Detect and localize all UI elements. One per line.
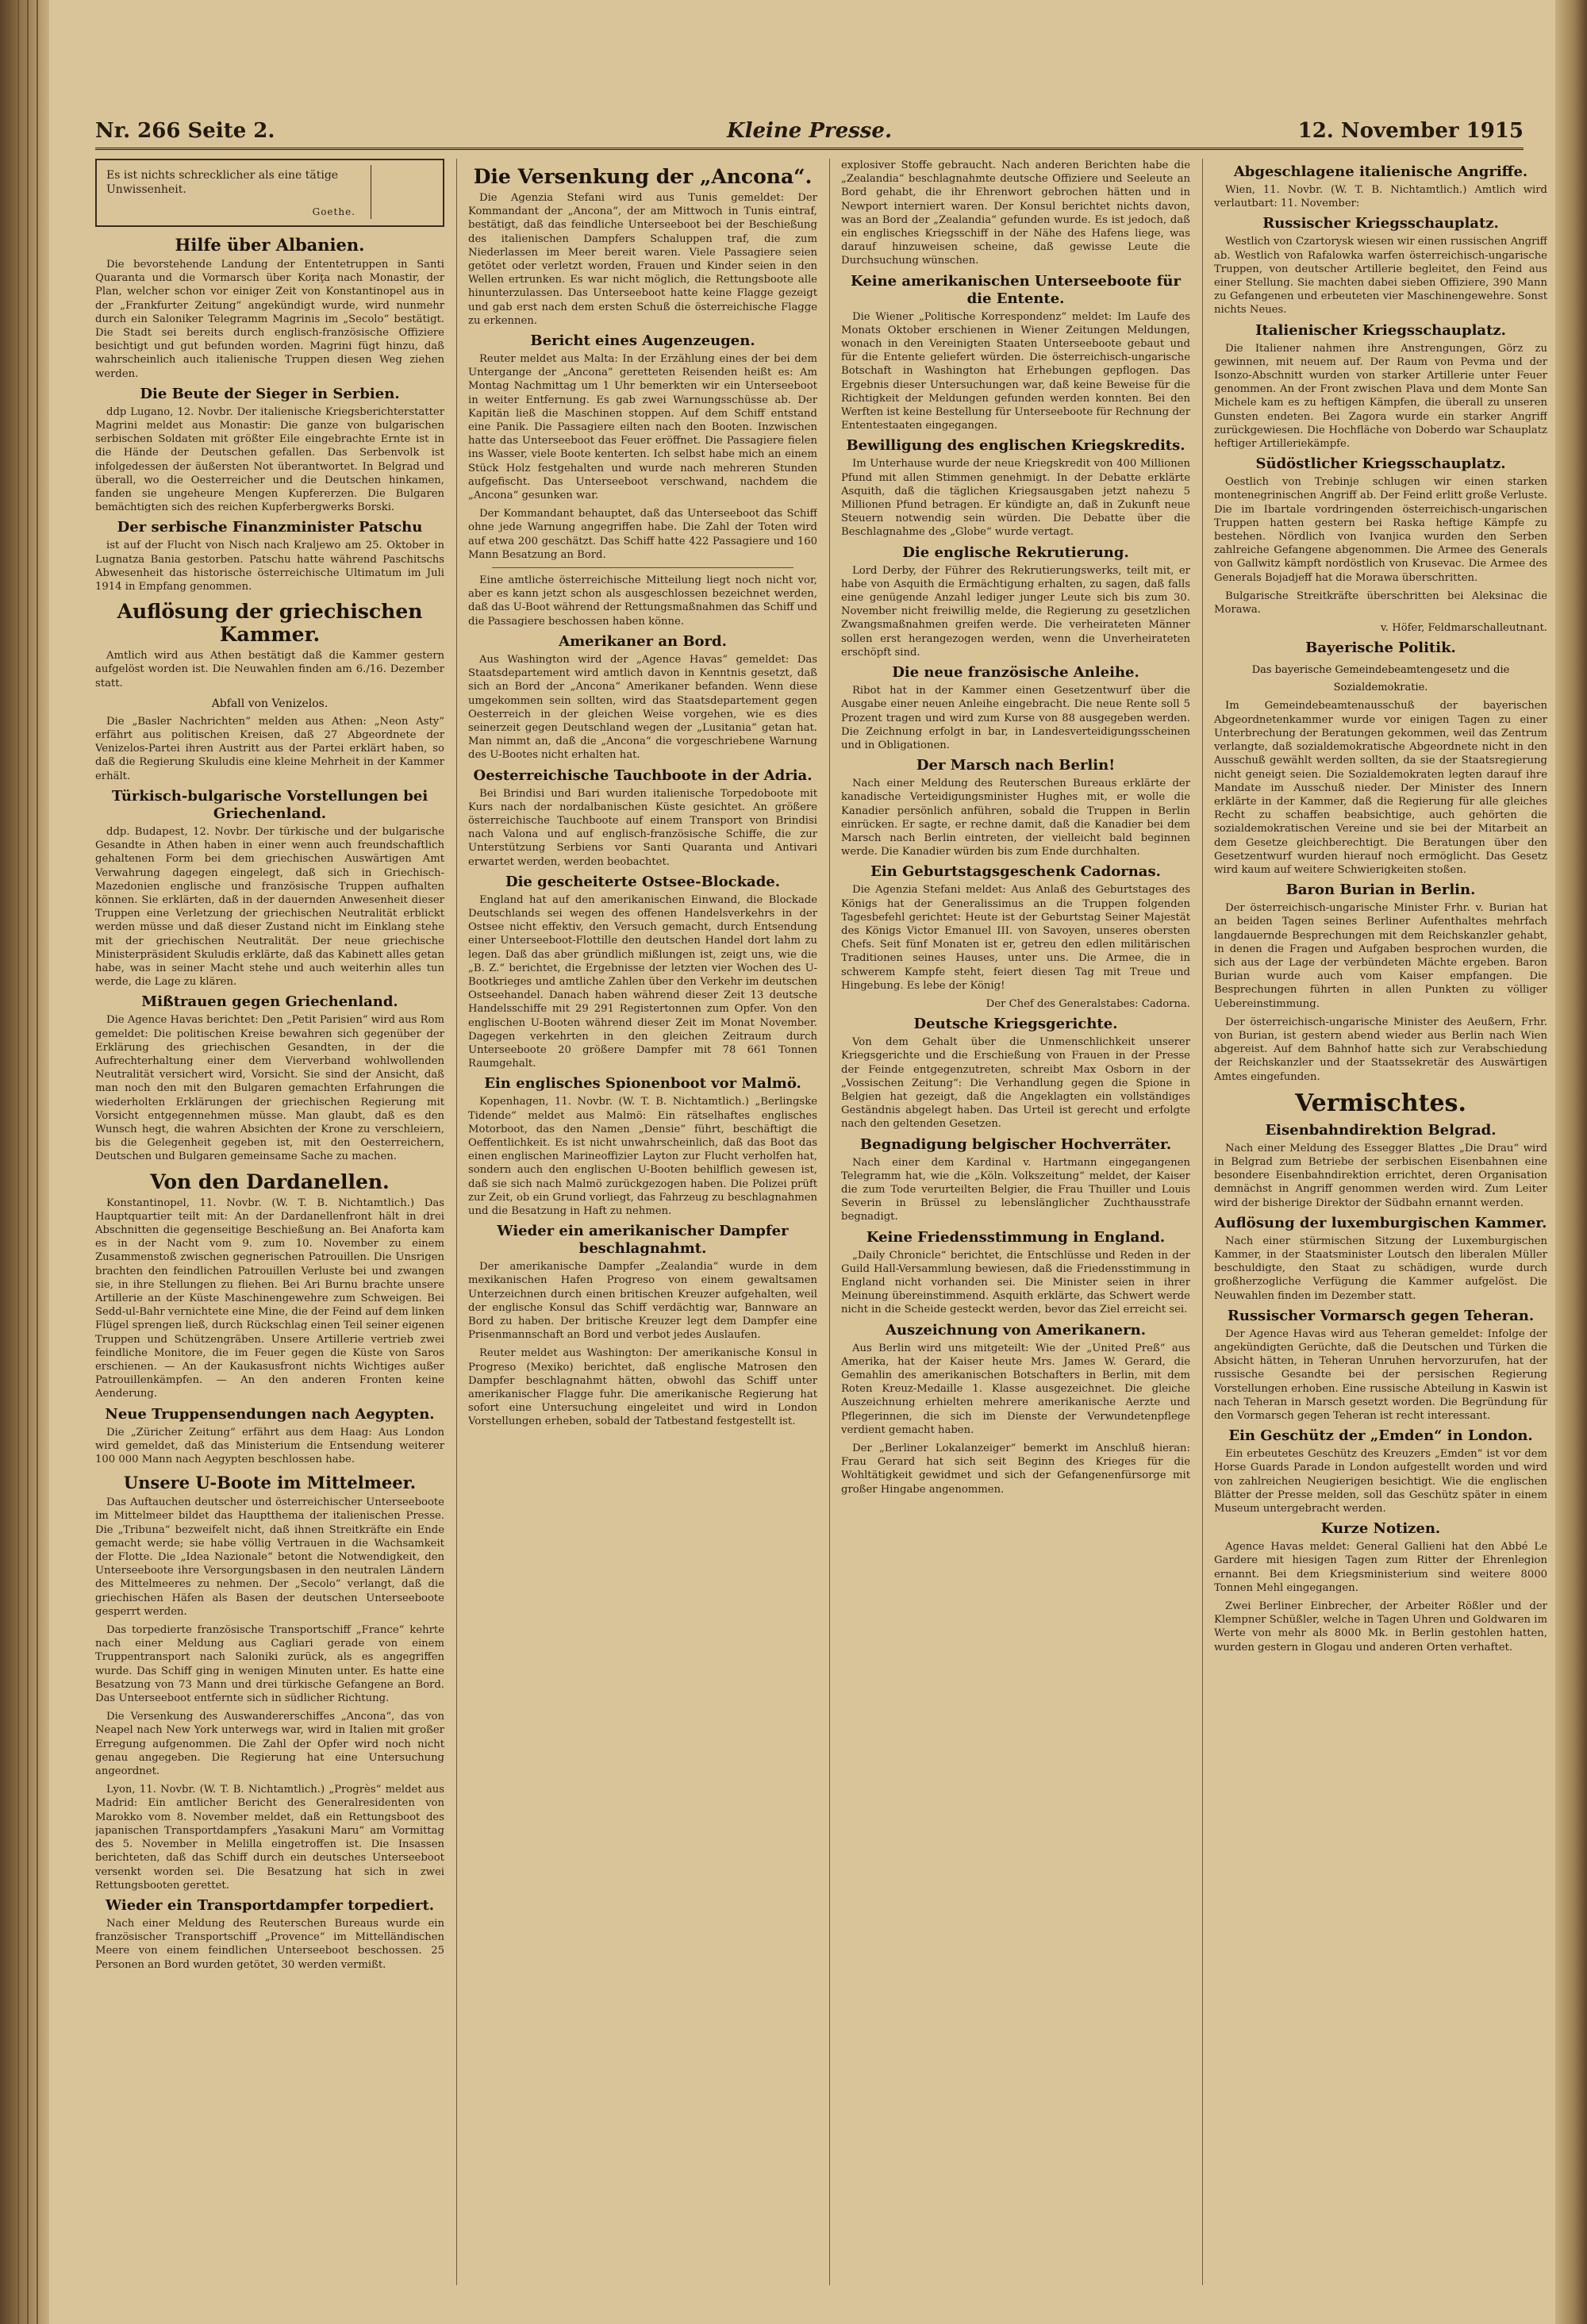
page-header <box>95 119 1524 150</box>
article-text: Die bevorstehende Landung der Ententetruppen in Santi Quaranta und die Vormarsch über Koriţa nach Monastir, der Plan, welcher schon vor einiger Zeit von Konstantinopel aus in der „Frankfurter Zeitung“ angekündigt wurde, wird nunmehr durch ein Saloniker Telegramm Magrinis im „Secolo“ bestätigt. Die Stadt sei bereits durch englisch-französische Offiziere besichtigt und gut befunden worden. Magrini fügt hinzu, daß wahrscheinlich auch italienische Truppen diesen Weg ziehen werden. <box>95 259 444 380</box>
headline: Oesterreichische Tauchboote in der Adria. <box>473 766 813 784</box>
article-text: Der Kommandant behauptet, daß das Unterseeboot das Schiff ohne jede Warnung angegriffen habe. Die Zahl der Toten wird auf etwa 200 geschätzt. Das Schiff hatte 422 Passagiere und 160 Mann Besatzung an Bord. <box>468 508 817 561</box>
article-text: ddp. Budapest, 12. Novbr. Der türkische und der bulgarische Gesandte in Athen haben in einer wenn auch freundschaftlich gehaltenen Form bei dem griechischen Auswärtigen Amt Verwahrung dagegen eingelegt, daß sich in Griechisch-Mazedonien englische und französische Truppen aufhalten können. Sie erklärten, daß in der dauernden Anwesenheit dieser Truppen eine Verletzung der griechischen Neutralität erblickt werden müsse und daß dieser Zustand nicht im Einklang stehe mit der griechischen Neutralität. Der neue griechische Ministerpräsident Skuludis erklärte, daß das Kabinett alles getan habe, was in seiner Macht stehe und auch weiterhin alles tun werde, die Lage zu klären. <box>95 825 444 989</box>
article-text: Eine amtliche österreichische Mitteilung liegt noch nicht vor, aber es kann jetzt schon als ausgeschlossen bezeichnet werden, daß das U-Boot während der Rettungsmaßnahmen das Schiff und die Passagiere beschossen haben könne. <box>468 574 817 628</box>
headline: Amerikaner an Bord. <box>559 632 727 650</box>
headline: Eisenbahndirektion Belgrad. <box>1265 1121 1497 1139</box>
article-text: „Daily Chronicle“ berichtet, die Entschlüsse und Reden in der Guild Hall-Versammlung bewiesen, daß die Friedensstimmung in England nicht vorhanden sei. Die Minister seien in ihrer Meinung übereinstimmend. Asquith erklärte, das Schwert werde nicht in die Scheide gesteckt werden, bevor das Ziel erreicht sei. <box>841 1249 1190 1316</box>
headline: Ein englisches Spionenboot vor Malmö. <box>484 1075 801 1093</box>
article-text: Agence Havas meldet: General Gallieni hat den Abbé Le Gardere mit hiesigen Tagen zum Ritter der Ehrenlegion ernannt. Bei dem Kriegsministerium sind weitere 8000 Tonnen Mehl eingegangen. <box>1214 1541 1547 1594</box>
binding-line <box>17 0 19 2324</box>
article-text: Nach einer dem Kardinal v. Hartmann eingegangenen Telegramm hat, wie die „Köln. Volkszeitung“ meldet, der Kaiser die zum Tode verurteilten Belgier, die Frau Thuiller und Louis Severin in Brüssel zu lebenslänglicher Zuchthausstrafe begnadigt. <box>841 1156 1190 1223</box>
binding-line <box>27 0 29 2324</box>
headline: Abgeschlagene italienische Angriffe. <box>1233 163 1528 180</box>
article-text: Die Italiener nahmen ihre Anstrengungen, Görz zu gewinnen, mit neuem auf. Der Raum von Pevma und der Isonzo-Abschnitt wurden von starker Artillerie unter Feuer genommen. An der Front zwischen Plava und dem Monte San Michele kam es zu heftigen Kämpfen, die überall zu unseren Gunsten endeten. Bei Zagora wurde ein starker Angriff zurückgewiesen. Die Hochfläche von Doberdo war Schauplatz heftiger Artilleriekämpfe. <box>1214 342 1547 451</box>
article-text: Reuter meldet aus Washington: Der amerikanische Konsul in Progreso (Mexiko) berichtet, daß englische Matrosen den Dampfer beschlagnahmt hätten, obwohl das Schiff unter amerikanischer Flagge fuhr. Die amerikanische Regierung hat sofort eine Untersuchung eingeleitet und wird in London Vorstellungen erheben, sobald der Tatbestand festgestellt ist. <box>468 1347 817 1428</box>
column-1 <box>95 159 444 2285</box>
column-rule <box>456 159 457 2285</box>
headline: Wieder ein amerikanischer Dampfer beschlagnahmt. <box>497 1223 789 1258</box>
article-text: Die Agenzia Stefani wird aus Tunis gemeldet: Der Kommandant der „Ancona“, der am Mittwoch in Tunis eintraf, bestätigt, daß das feindliche Unterseeboot bei der Beschießung des italienischen Dampfers Schaluppen traf, die zum Niederlassen im Meer bereit waren. Viele Passagiere seien getötet oder verletzt worden, Frauen und Kinder seien in den Wellen ertrunken. Es war nicht möglich, die Rettungsboote alle hinunterzulassen. Das Unterseeboot hatte keine Flagge gezeigt und gab erst nach dem ersten Schuß die österreichische Flagge zu erkennen. <box>468 192 817 327</box>
headline: Baron Burian in Berlin. <box>1285 882 1476 899</box>
headline: Der Marsch nach Berlin! <box>916 757 1116 774</box>
subheadline: Abfall von Venizelos. <box>211 697 329 710</box>
article-text: explosiver Stoffe gebraucht. Nach anderen Berichten habe die „Zealandia“ beschlagnahmte deutsche Offiziere und Seeleute an Bord gehabt, die ihr Ehrenwort gebrochen hätten und in Newport interniert waren. Der Konsul berichtet nichts davon, was an Bord der „Zealandia“ gefunden wurde. Es ist jedoch, daß ein englisches Kriegsschiff in der Nähe des Hafens liege, was darauf hinzuweisen scheine, daß gewisse Leute die Durchsuchung wünschen. <box>841 159 1190 267</box>
article-text: Das Auftauchen deutscher und österreichischer Unterseeboote im Mittelmeer bildet das Hauptthema der italienischen Presse. Die „Tribuna“ bezweifelt nicht, daß ihnen Streitkräfte ein Ende gemacht werde; sie habe völlig Vertrauen in die Wachsamkeit der Flotte. Die „Idea Nazionale“ betont die Notwendigkeit, den Unterseeboote ihre Versorgungsbasen in den neutralen Ländern des Mittelmeeres zu nehmen. Der „Secolo“ verlangt, daß die griechischen Häfen als Basen der deutschen Unterseeboote gesperrt werden. <box>95 1496 444 1618</box>
headline: Auflösung der luxemburgischen Kammer. <box>1214 1214 1547 1231</box>
headline: Wieder ein Transportdampfer torpediert. <box>105 1896 435 1914</box>
headline: Italienischer Kriegsschauplatz. <box>1255 321 1506 339</box>
article-text: ddp Lugano, 12. Novbr. Der italienische Kriegsberichterstatter Magrini meldet aus Monastir: Die ganze von bulgarischen serbischen Soldaten mit größter Eile eingebrachte Ernte ist in die Hände der Deutschen gefallen. Das Serbenvolk ist infolgedessen der äußersten Not überantwortet. In Belgrad und überall, wo die Oesterreicher und die Deutschen hinkamen, fanden sie ungeheure Mengen Kupfererzen. Die Bulgaren bemächtigten sich des reichen Kupferbergwerks Borski. <box>95 405 444 514</box>
article-text: Die Wiener „Politische Korrespondenz“ meldet: Im Laufe des Monats Oktober erschienen in Wiener Zeitungen Meldungen, wonach in den Vereinigten Staaten Unterseeboote gebaut und für die Entente geliefert würden. Die österreichisch-ungarische Botschaft in Washington hat Erhebungen gepflogen. Das Ergebnis dieser Untersuchungen war, daß keine Beweise für die Richtigkeit der Meldungen gefunden werden konnten. Bei den Werften ist keine Bestellung für Unterseeboote für Rechnung der Ententestaaten eingegangen. <box>841 310 1190 432</box>
article-text: Westlich von Czartorysk wiesen wir einen russischen Angriff ab. Westlich von Rafalowka warfen österreichisch-ungarische Truppen, von deutscher Artillerie begleitet, den Feind aus einer Stellung. Sie machten dabei sieben Offiziere, 390 Mann zu Gefangenen und erbeuteten vier Maschinengewehre. Sonst nichts Neues. <box>1214 236 1547 317</box>
headline: Mißtrauen gegen Griechenland. <box>141 993 398 1011</box>
headline: Bayerische Politik. <box>1305 640 1456 657</box>
article-text: Der „Berliner Lokalanzeiger“ bemerkt im Anschluß hieran: Frau Gerard hat sich seit Beginn des Krieges für die Wohltätigkeit gewidmet und sich der Gefangenenfürsorge mit großer Hingabe angenommen. <box>841 1442 1190 1496</box>
article-text: Oestlich von Trebinje schlugen wir einen starken montenegrinischen Angriff ab. Der Feind erlitt große Verluste. Die im Ibartale vordringenden österreichisch-ungarischen Truppen hatten gestern bei Raska heftige Kämpfe zu bestehen. Nördlich von Ivanjica wurden den Serben zahlreiche Gefangene abgenommen. Die Armee des Generals von Gallwitz kämpft nordöstlich von Krusevac. Die Armee des Generals Bojadjeff hat die Morawa überschritten. <box>1214 476 1547 584</box>
article-text: Ribot hat in der Kammer einen Gesetzentwurf über die Ausgabe einer neuen Anleihe eingebracht. Die neue Rente soll 5 Prozent tragen und wird zum Kurse von 88 ausgegeben werden. Die Zeichnung erfolgt in bar, in Landesverteidigungsscheinen und in Obligationen. <box>841 685 1190 751</box>
article-text: Bulgarische Streitkräfte überschritten bei Aleksinac die Morawa. <box>1214 590 1547 617</box>
article-text: Ein erbeutetes Geschütz des Kreuzers „Emden“ ist vor dem Horse Guards Parade in London aufgestellt worden und wird von zahlreichen Neugierigen besichtigt. Wie die englischen Blätter der Presse melden, soll das Geschütz später in einem Museum untergebracht werden. <box>1214 1448 1547 1515</box>
column-4 <box>1214 159 1547 2285</box>
article-text: Im Gemeindebeamtenausschuß der bayerischen Abgeordnetenkammer wurde vor einigen Tagen zu einer Unterbrechung der Beratungen gekommen, weil das Zentrum verlangte, daß sozialdemokratische Abgeordnete nicht in den Ausschuß gewählt werden sollten, da sie der Staatsregierung nicht geneigt seien. Die Sozialdemokraten legten darauf ihre Mandate im Ausschuß nieder. Der Minister des Innern erklärte in der Kammer, daß die Regierung für alle gleiches Recht zu schaffen beabsichtige, auch gehörten die sozialdemokratischen Vereine und sie bei der Mitarbeit an dem Gesetze gleichberechtigt. Die Beratungen über den Gesetzentwurf wurden hierauf noch ermöglicht. Das Gesetz wird kaum auf weitere Schwierigkeiten stoßen. <box>1214 700 1547 876</box>
headline: Deutsche Kriegsgerichte. <box>913 1016 1118 1033</box>
headline: Südöstlicher Kriegsschauplatz. <box>1255 455 1506 473</box>
article-text: Aus Berlin wird uns mitgeteilt: Wie der „United Preß“ aus Amerika, hat der Kaiser heute Mrs. James W. Gerard, die Gemahlin des amerikanischen Botschafters in Berlin, mit dem Roten Kreuz-Medaille 1. Klasse ausgezeichnet. Die gleiche Auszeichnung erhielten mehrere amerikanische Aerzte und Pflegerinnen, die sich im Dienste der Verwundetenpflege verdient gemacht haben. <box>841 1342 1190 1436</box>
article-text: Nach einer stürmischen Sitzung der Luxemburgischen Kammer, in der Staatsminister Loutsch den liberalen Müller beschuldigte, den Staat zu schädigen, wurde durch großherzogliche Verfügung die Kammer aufgelöst. Die Neuwahlen finden im Dezember statt. <box>1214 1235 1547 1302</box>
article-text: England hat auf den amerikanischen Einwand, die Blockade Deutschlands sei wegen des offenen Handelsverkehrs in der Ostsee nicht effektiv, den Versuch gemacht, durch Entsendung einer Unterseeboot-Flottille den deutschen Handel dort lahm zu legen. Daß das aber gründlich mißlungen ist, zeigt uns, wie die „B. Z.“ berichtet, die Ergebnisse der letzten vier Wochen des U-Bootkrieges und amtliche Zahlen über den Verkehr im deutschen Ostseehandel. Danach haben während dieser Zeit 13 deutsche Handelsschiffe mit 29 291 Registertonnen zum Opfer. Von den englischen U-Booten während dieser Zeit im Monat November. Dagegen verkehrten in den gleichen Zeitraum durch Unterseeboote 20 größere Dampfer mit 78 661 Tonnen Raumgehalt. <box>468 893 817 1070</box>
article-text: Der österreichisch-ungarische Minister Frhr. v. Burian hat an beiden Tagen seines Berliner Aufenthaltes mehrfach langdauernde Besprechungen mit dem Reichskanzler gehabt, in denen die Fragen und Aufgaben besprochen wurden, die sich aus der Lage der verbündeten Mächte ergeben. Baron Burian wurde auch vom Kaiser empfangen. Die Besprechungen führten in allen Punkten zu völliger Uebereinstimmung. <box>1214 902 1547 1010</box>
column-3 <box>841 159 1190 2285</box>
headline: Keine amerikanischen Unterseeboote für die Entente. <box>851 272 1181 307</box>
issue-date: 12. November 1915 <box>1297 119 1524 143</box>
section-title: Vermischtes. <box>1295 1089 1466 1117</box>
headline: Bewilligung des englischen Kriegskredits. <box>846 437 1185 455</box>
article-text: Nach einer Meldung des Reuterschen Bureaus wurde ein französischer Transportschiff „Provence“ im Mittelländischen Meere von einem feindlichen Unterseeboot beschossen. 25 Personen an Bord wurden getötet, 30 werden vermißt. <box>95 1917 444 1971</box>
headline: Die Beute der Sieger in Serbien. <box>140 385 400 402</box>
ornament <box>371 165 435 219</box>
headline: Bericht eines Augenzeugen. <box>530 332 755 350</box>
quote-text: Es ist nichts schrecklicher als eine tätige Unwissenheit. <box>106 169 339 196</box>
headline: Hilfe über Albanien. <box>175 235 365 255</box>
column-rule <box>1202 159 1203 2285</box>
headline: Auszeichnung von Amerikanern. <box>886 1321 1146 1339</box>
article-text: Nach einer Meldung des Reuterschen Bureaus erklärte der kanadische Verteidigungsminister Hughes mit, er wolle die Kanadier persönlich anführen, sobald die Truppen in Berlin einrücken. Er sagte, er rechne damit, daß die Kanadier bei dem Marsch nach Berlin eintreten, der vielleicht bald beginnen werde. Die Kanadier würden bis zum Ende durchhalten. <box>841 778 1190 859</box>
quote-author: Goethe. <box>312 206 355 217</box>
article-text: Lord Derby, der Führer des Rekrutierungswerks, teilt mit, er habe von Asquith die Ermächtigung erhalten, zu sagen, daß falls eine genügende Anzahl lediger junger Leute sich bis zum 30. November nicht freiwillig melde, die Regierung zu gesetzlichen Zwangsmaßnahmen greifen werde. Die verheirateten Männer sollen erst herangezogen werden, wenn die Unverheirateten erschöpft sind. <box>841 564 1190 659</box>
newspaper-title: Kleine Presse. <box>726 119 893 143</box>
article-text: Wien, 11. Novbr. (W. T. B. Nichtamtlich.) Amtlich wird verlautbart: 11. November: <box>1214 184 1547 210</box>
article-text: Die „Züricher Zeitung“ erfährt aus dem Haag: Aus London wird gemeldet, daß das Ministerium die Entsendung weiterer 100 000 Mann nach Aegypten beschlossen habe. <box>95 1426 444 1466</box>
article-text: Die Versenkung des Auswandererschiffes „Ancona“, das von Neapel nach New York unterwegs war, wird in Italien mit großer Erregung aufgenommen. Die Zahl der Opfer wird noch nicht genau angegeben. Die Regierung hat eine Untersuchung angeordnet. <box>95 1711 444 1778</box>
article-text: Reuter meldet aus Malta: In der Erzählung eines der bei dem Untergange der „Ancona“ geretteten Reisenden heißt es: Am Montag Nachmittag um 1 Uhr bemerkten wir ein Unterseeboot in weiter Entfernung. Es gab zwei Warnungsschüsse ab. Der Kapitän ließ die Maschinen stoppen. Auf dem Schiff entstand eine Panik. Die Passagiere eilten nach den Booten. Inzwischen hatte das Unterseeboot das Feuer eröffnet. Die Passagiere fielen ins Wasser, viele Boote kenterten. Ich selbst habe mich an einem Stück Holz festgehalten und wurde nach mehreren Stunden aufgefischt. Das Unterseeboot verschwand, nachdem die „Ancona“ gesunken war. <box>468 353 817 502</box>
quote-box <box>95 159 444 227</box>
article-text: Das torpedierte französische Transportschiff „France“ kehrte nach einer Meldung aus Cagliari gerade von einem Truppentransport nach Saloniki zurück, als es angegriffen wurde. Das Schiff ging in wenigen Minuten unter. Es hatte eine Besatzung von 73 Mann und drei türkische Gefangene an Bord. Das Unterseeboot entfernte sich in südlicher Richtung. <box>95 1624 444 1705</box>
article-text: Aus Washington wird der „Agence Havas“ gemeldet: Das Staatsdepartement wird amtlich davon in Kenntnis gesetzt, daß sich an Bord der „Ancona“ Amerikaner befanden. Wenn diese umgekommen sein sollten, wird das Staatsdepartement gegen Oesterreich in der gleichen Weise vorgehen, wie es dies seinerzeit gegen Deutschland wegen der „Lusitania“ getan hat. Man nimmt an, daß die „Ancona“ die vorgeschriebene Warnung des U-Bootes nicht erhalten hat. <box>468 653 817 762</box>
signature-line: v. Höfer, Feldmarschalleutnant. <box>1380 622 1547 635</box>
headline: Ein Geschütz der „Emden“ in London. <box>1228 1427 1533 1445</box>
article-text: Bei Brindisi und Bari wurden italienische Torpedoboote mit Kurs nach der nordalbanischen Küste gesichtet. An größere österreichische Tauchboote auf einem Transport von Brindisi nach Valona und auf englisch-französische Schiffe, die zur Unterstützung Serbiens vor Santi Quaranta und Antivari erwartet werden, werden beobachtet. <box>468 787 817 868</box>
separator <box>492 567 794 568</box>
headline: Russischer Kriegsschauplatz. <box>1262 215 1499 232</box>
article-text: Nach einer Meldung des Essegger Blattes „Die Drau“ wird in Belgrad zum Betriebe der serbischen Eisenbahnen eine besondere Eisenbahndirektion errichtet, deren Organisation demnächst in Angriff genommen werden wird. Zum Leiter wird der bisherige Direktor der Südbahn ernannt werden. <box>1214 1142 1547 1209</box>
article-text: Der österreichisch-ungarische Minister des Aeußern, Frhr. von Burian, ist gestern abend wieder aus Berlin nach Wien abgereist. Auf dem Bahnhof hatte sich zur Verabschiedung der Reichskanzler und der Staatssekretär des Auswärtigen Amtes eingefunden. <box>1214 1016 1547 1083</box>
headline: Die gescheiterte Ostsee-Blockade. <box>505 873 781 890</box>
subheadline: Das bayerische Gemeindebeamtengesetz und die Sozialdemokratie. <box>1251 664 1510 694</box>
headline: Begnadigung belgischer Hochverräter. <box>859 1135 1172 1153</box>
article-text: ist auf der Flucht von Nisch nach Kraljewo am 25. Oktober in Lugnatza Bania gestorben. Patschu hatte während Paschitschs Abwesenheit das historische österreichische Ultimatum im Juli 1914 in Empfang genommen. <box>95 540 444 593</box>
headline: Kurze Notizen. <box>1320 1520 1441 1538</box>
article-text: Der amerikanische Dampfer „Zealandia“ wurde in dem mexikanischen Hafen Progreso von einem gewaltsamen Unterzeichnen durch einen britischen Kreuzer aufgehalten, weil der englische Konsul das Schiff verdächtig war, Bannware an Bord zu haben. Der britische Kreuzer legt dem Dampfer eine Prisenmannschaft an Bord und verbot jedes Auslaufen. <box>468 1261 817 1342</box>
article-text: Amtlich wird aus Athen bestätigt daß die Kammer gestern aufgelöst worden ist. Die Neuwahlen finden am 6./16. Dezember statt. <box>95 650 444 690</box>
column-2 <box>468 159 817 2285</box>
page-edge <box>1555 0 1587 2324</box>
article-text: Kopenhagen, 11. Novbr. (W. T. B. Nichtamtlich.) „Berlingske Tidende“ meldet aus Malmö: Ein rätselhaftes englisches Motorboot, das den Namen „Densie“ führt, beschäftigt die Oeffentlichkeit. Es ist nicht unwahrscheinlich, daß das Boot das einen englischen Marineoffizier Layton zur Flucht verholfen hat, sondern auch den englischen U-Booten behilflich gewesen ist, daß sie sich nach Malmö zurückgezogen haben. Die Polizei prüft zur Zeit, ob ein Grund vorliegt, das Fahrzeug zu beschlagnahmen und die Besatzung in Haft zu nehmen. <box>468 1096 817 1217</box>
issue-number: Nr. 266 Seite 2. <box>95 119 275 143</box>
article-text: Die Agenzia Stefani meldet: Aus Anlaß des Geburtstages des Königs hat der Generalissimus an die Truppen folgenden Tagesbefehl gerichtet: Heute ist der Geburtstag Seiner Majestät des Königs Victor Emanuel III. von Savoyen, unseres obersten Chefs. Seit fünf Monaten ist er, getreu den edlen militärischen Traditionen seines Hauses, unter uns. Die Armee, die in schwerem Kampfe steht, feiert diesen Tag mit Treue und Hingebung. Es lebe der König! <box>841 884 1190 992</box>
headline: Ein Geburtstagsgeschenk Cadornas. <box>870 863 1161 881</box>
binding-line <box>8 0 10 2324</box>
article-text: Die „Basler Nachrichten“ melden aus Athen: „Neon Asty“ erfährt aus politischen Kreisen, daß 27 Abgeordnete der Venizelos-Partei ihren Austritt aus der Partei erklärt haben, so daß die Regierung Skuludis eine kleine Mehrheit in der Kammer erhält. <box>95 715 444 782</box>
headline: Russischer Vormarsch gegen Teheran. <box>1227 1307 1535 1324</box>
article-text: Im Unterhause wurde der neue Kriegskredit von 400 Millionen Pfund mit allen Stimmen genehmigt. In der Debatte erklärte Asquith, daß die täglichen Kriegsausgaben jetzt nahezu 5 Millionen Pfund betragen. Er kündigte an, daß in Zukunft neue Steuern notwendig sein würden. Die Debatte über die Beschlagnahme des „Globe“ wurde vertagt. <box>841 458 1190 539</box>
headline: Die neue französische Anleihe. <box>892 664 1139 682</box>
article-text: Lyon, 11. Novbr. (W. T. B. Nichtamtlich.) „Progrès“ meldet aus Madrid: Ein amtlicher Bericht des Generalresidenten von Marokko vom 8. November meldet, daß ein Rettungsboot des japanischen Transportdampfers „Yasakuni Maru“ am Vormittag des 5. November in Melilla eingetroffen ist. Die Insassen berichteten, daß das Schiff durch ein deutsches Unterseeboot versenkt worden sei. Die Besatzung hat sich in zwei Rettungsbooten gerettet. <box>95 1784 444 1892</box>
signature-line: Der Chef des Generalstabes: Cadorna. <box>986 997 1190 1010</box>
headline: Türkisch-bulgarische Vorstellungen bei Griechenland. <box>111 787 428 822</box>
article-text: Von dem Gehalt über die Unmenschlichkeit unserer Kriegsgerichte und die Erschießung von Frauen in der Presse der Feinde entgegenzutreten, schreibt Max Osborn in der „Vossischen Zeitung“: Die Verhandlung gegen die Spione in Belgien hat gezeigt, daß die Angeklagten ein vollständiges Geständnis abgelegt haben. Das Urteil ist gerecht und erfolgte nach den geltenden Gesetzen. <box>841 1036 1190 1131</box>
article-text: Konstantinopel, 11. Novbr. (W. T. B. Nichtamtlich.) Das Hauptquartier teilt mit: An der Dardanellenfront hält in drei Abschnitten die gegenseitige Beschießung an. Bei Anaforta kam es in der Nacht vom 9. zum 10. November zu einem Zusammenstoß zwischen gegnerischen Patrouillen. Die Unsrigen brachten den feindlichen Patrouillen Verluste bei und zwangen sie, in ihre Stellungen zu fliehen. Bei Ari Burnu brachte unsere Artillerie an der Küste Maschinengewehre zum Schweigen. Bei Sedd-ul-Bahr vernichtete eine Mine, die der Feind auf dem linken Flügel sprengen ließ, durch Rückschlag einen Teil seiner eigenen Truppen und Schützengräben. Unsere Artillerie vertrieb zwei feindliche Monitore, die im Feuer gegen die Küste von Saros erschienen. — An der Kaukasusfront nichts Wichtiges außer Patrouillenkämpfen. — An den anderen Fronten keine Aenderung. <box>95 1197 444 1400</box>
headline: Auflösung der griechischen Kammer. <box>117 600 423 647</box>
headline: Der serbische Finanzminister Patschu <box>117 519 423 536</box>
headline: Neue Truppensendungen nach Aegypten. <box>105 1405 435 1423</box>
book-binding <box>0 0 49 2324</box>
column-rule <box>829 159 830 2285</box>
headline: Keine Friedensstimmung in England. <box>866 1228 1166 1246</box>
headline: Von den Dardanellen. <box>150 1170 390 1193</box>
headline: Die Versenkung der „Ancona“. <box>473 165 813 188</box>
headline: Die englische Rekrutierung. <box>902 544 1129 561</box>
article-text: Die Agence Havas berichtet: Den „Petit Parisien“ wird aus Rom gemeldet: Die politischen Kreise bewahren sich gegenüber der Erklärung des griechischen Gesandten, in der die Aufrechterhaltung einer dem Vierverband wohlwollenden Neutralität versichert wird, Vorsicht. Sie sind der Ansicht, daß man noch den mit den Bulgaren gemachten Erfahrungen die wiederholten Erklärungen der griechischen Regierung mit Vorsicht entgegennehmen müsse. Man glaubt, daß es den Wunsch hegt, die wahren Absichten der Krone zu verschleiern, bis die Gelegenheit gegeben ist, mit den Oesterreichern, Deutschen und Bulgaren gemeinsame Sache zu machen. <box>95 1014 444 1163</box>
article-text: Der Agence Havas wird aus Teheran gemeldet: Infolge der angekündigten Gerüchte, daß die Deutschen und Türken die Absicht hätten, in Teheran Unruhen hervorzurufen, hat der russische Gesandte bei der persischen Regierung Vorstellungen erhoben. Eine russische Abteilung in Kaswin ist nach Teheran in Marsch gesetzt worden. Die Begründung für den Vormarsch gegen Teheran ist recht interessant. <box>1214 1327 1547 1423</box>
article-text: Zwei Berliner Einbrecher, der Arbeiter Rößler und der Klempner Schüßler, welche in Tagen Uhren und Goldwaren im Werte von mehr als 8000 Mk. in Berlin gestohlen hatten, wurden gestern in Glogau und anderen Orten verhaftet. <box>1214 1600 1547 1654</box>
binding-line <box>37 0 38 2324</box>
headline: Unsere U-Boote im Mittelmeer. <box>123 1473 417 1493</box>
